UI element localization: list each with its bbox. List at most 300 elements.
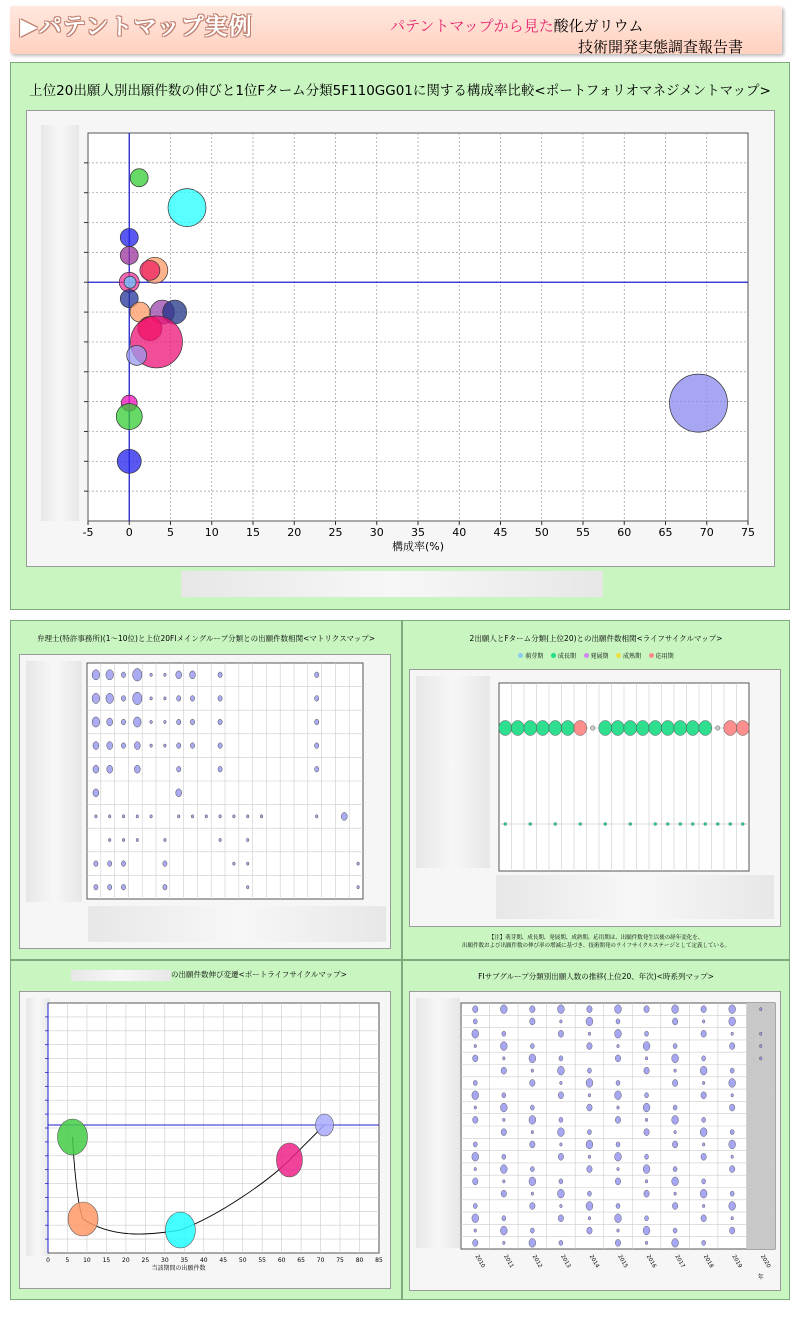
chart2-bubble [176,789,182,797]
chart5-bubble [729,1104,734,1111]
chart5-bubble [702,1143,705,1146]
chart2-bubble [106,670,114,680]
chart1-tick-label: 40 [452,526,467,539]
chart5-bubble [503,1180,506,1183]
chart5-bubble [530,1043,534,1048]
chart5-bubble [502,1031,506,1036]
chart5-bubble [643,1165,650,1174]
chart4-tick-label: 45 [219,1257,228,1264]
chart5-bubble [586,1202,593,1211]
chart1-tick-label: 45 [493,526,508,539]
chart5-bubble [616,1203,620,1208]
chart1-bubble [670,374,728,432]
chart3-bubble [611,721,624,736]
chart2-bubble [107,718,113,726]
chart5-bubble [501,1190,506,1197]
chart5-bubble [560,1081,563,1084]
chart2-bubble [121,672,125,678]
chart3-bubble [599,721,612,736]
chart5-bubble [558,1128,565,1137]
chart5-bubble [503,1118,506,1121]
chart1-bubble [168,189,206,227]
chart5-bubble [702,1020,705,1023]
chart5-bubble [529,1115,536,1124]
chart2-bubble [150,697,153,700]
chart5-bubble [501,1129,506,1136]
chart2-bubble [190,719,194,725]
chart2-bubble [218,672,222,678]
chart2-bubble [150,744,153,747]
chart4-tick-label: 0 [46,1257,50,1264]
chart3-svg [403,621,789,959]
chart5-bubble [617,1229,620,1232]
chart2-bubble [164,838,167,841]
chart5-bubble [558,1215,563,1222]
chart2-bubble [121,719,125,725]
chart5-bubble [530,1166,534,1171]
chart5-bubble [700,1128,707,1137]
chart3-bubble-small [704,823,707,826]
chart2-bubble [164,697,167,700]
chart4-tick-label: 70 [316,1257,325,1264]
chart2-bubble [92,693,100,703]
chart5-bubble [473,1080,477,1085]
chart5-bubble [702,1204,705,1207]
chart5-bubble [587,1130,591,1135]
chart2-svg [11,621,401,959]
chart5-bubble [672,1079,677,1086]
chart5-bubble [615,1214,622,1223]
chart5-bubble [702,1081,705,1084]
chart5-bubble [587,1068,591,1073]
chart2-bubble [219,815,222,818]
chart5-bubble [616,1142,620,1147]
chart2-bubble [163,861,167,867]
chart5-bubble [558,1189,565,1198]
chart2-bubble [219,838,222,841]
chart3-bubble [536,721,549,736]
timeseries-panel [402,960,790,1300]
chart4-tick-label: 35 [180,1257,189,1264]
chart5-bubble [473,1239,478,1246]
chart4-xlabel: 当該期間の出願件数 [151,1265,206,1272]
chart2-bubble [94,884,98,890]
chart5-title: FIサブグループ分類別出願人数の推移(上位20、年次)<時系列マップ> [478,972,714,981]
chart2-bubble [177,743,181,749]
chart5-bubble [559,1179,563,1184]
chart2-bubble [177,815,180,818]
chart5-tick-label: 2013 [559,1254,572,1270]
chart5-bubble [729,1017,736,1026]
chart5-bubble [645,1118,648,1121]
chart1-tick-label: 20 [287,526,302,539]
chart3-bubble-small [679,823,682,826]
legend-label-3: 発展期 [590,653,609,660]
chart2-bubble [246,862,249,865]
chart3-title: 2出願人とFターム分類(上位20)との出願件数相関<ライフサイクルマップ> [469,634,723,643]
chart2-bubble [315,766,319,772]
chart1-xlabel: 構成率(%) [391,540,445,553]
chart2-bubble [107,742,113,750]
chart3-bubble-small [654,823,657,826]
chart1-tick-label: 15 [246,526,260,539]
chart1-svg [11,63,789,609]
header-report: 技術開発実態調査報告書 [578,38,744,56]
chart2-bubble [164,673,167,676]
chart5-bubble [473,1203,477,1208]
chart4-bubble [58,1119,88,1155]
chart3-bubble-small [591,726,595,730]
chart5-bubble [502,1093,506,1098]
chart5-bubble [673,1228,677,1233]
chart5-bubble [474,1044,477,1047]
chart5-bubble [531,1130,534,1133]
chart2-bubble [176,671,182,679]
chart3-bubble [699,721,712,736]
chart5-bubble [588,1155,591,1158]
chart5-tick-label: 2016 [644,1254,658,1270]
chart2-bubble [93,742,99,750]
chart5-bubble [674,1069,677,1072]
chart5-bubble [587,1191,591,1196]
chart5-tick-label: 2011 [502,1254,515,1270]
chart2-bubble [218,766,222,772]
chart4-tick-label: 15 [102,1257,111,1264]
chart2-bubble [108,815,111,818]
chart4-tick-label: 60 [277,1257,286,1264]
chart5-bubble [558,1153,563,1160]
chart2-bubble [163,884,167,890]
chart5-bubble [503,1241,506,1244]
chart5-bubble [529,1177,536,1186]
chart4-svg [11,961,401,1299]
chart3-bubble [724,721,737,736]
chart4-tick-label: 25 [141,1257,150,1264]
chart1-tick-label: 60 [617,526,632,539]
header-subject: 酸化ガリウム [553,17,644,35]
chart5-bubble [615,1055,620,1062]
chart3-bubble [549,721,562,736]
chart5-bubble [529,1054,536,1063]
chart2-bubble [218,696,222,702]
chart4-tick-label: 65 [297,1257,305,1264]
chart5-svg [403,961,789,1299]
chart5-bubble [615,1091,622,1100]
chart5-bubble [617,1106,620,1109]
chart5-bubble [644,1067,649,1074]
chart5-bubble [702,1240,706,1245]
chart2-bubble [133,669,142,682]
chart4-title-text: の出願件数伸び変遷<ポートライフサイクルマップ> [171,970,347,979]
chart2-bubble [150,673,153,676]
chart5-bubble [530,1006,535,1013]
chart3-bubble-small [741,823,744,826]
chart2-bubble [150,815,153,818]
chart5-bubble [500,1103,507,1112]
chart5-bubble [559,1240,563,1245]
chart5-bubble [759,1032,762,1035]
chart5-bubble [673,1166,677,1171]
chart5-bubble [615,1178,620,1185]
chart5-bubble [587,1104,592,1111]
chart5-bubble [645,1057,648,1060]
chart5-bubble [674,1130,677,1133]
chart5-bubble [730,1068,734,1073]
chart5-bubble [473,1055,478,1062]
chart5-bubble [472,1214,479,1223]
chart5-bubble [617,1167,620,1170]
chart5-bubble [474,1167,477,1170]
chart3-bubble-small [716,823,719,826]
chart2-bubble [233,862,236,865]
chart5-bubble [530,1105,534,1110]
chart5-bubble [502,1154,506,1159]
chart2-bubble [92,670,100,680]
chart5-bubble [616,1080,620,1085]
chart5-bubble [645,1093,649,1098]
chart1-bubble [130,169,148,187]
chart2-bubble [260,815,263,818]
chart5-tick-label: 2019 [730,1254,743,1270]
chart5-bubble [503,1057,506,1060]
chart2-bubble [134,742,140,750]
chart5-bubble [560,1204,563,1207]
chart5-bubble [759,1044,762,1047]
chart2-bubble [205,815,208,818]
chart5-bubble [530,1228,534,1233]
chart1-bubble [117,449,141,473]
chart2-bubble [164,720,167,723]
chart2-bubble [94,861,98,867]
chart1-bubble [120,228,138,246]
chart5-bubble [473,1006,478,1013]
chart5-bubble [729,1227,734,1234]
chart5-bubble [586,1079,593,1088]
chart2-bubble [246,886,249,889]
chart1-tick-label: 70 [699,526,714,539]
chart2-bubble [106,693,114,703]
chart2-bubble [150,720,153,723]
chart4-tick-label: 85 [375,1257,383,1264]
chart5-bubble [474,1106,477,1109]
chart5-bubble [474,1229,477,1232]
legend-label-2: 成長期 [557,653,576,660]
matrix-panel [10,620,402,960]
chart3-note-line2: 出願件数および出願件数の伸び率の増減に基づき、技術開発のライフサイクルステージとして定義している。 [462,943,730,949]
chart2-bubble [315,743,319,749]
chart2-bubble [190,671,196,679]
chart5-bubble [502,1216,506,1221]
chart2-bubble [341,812,347,820]
chart5-bubble [645,1154,649,1159]
chart1-bubble [124,276,136,288]
chart5-bubble [615,1239,620,1246]
chart1-bubble [116,404,142,430]
chart2-bubble [121,884,125,890]
chart5-bubble [643,1226,650,1235]
chart5-bubble [729,1005,736,1014]
chart3-bubble [736,721,749,736]
chart2-bubble [233,815,236,818]
chart1-title: 上位20出願人別出願件数の伸びと1位Fターム分類5F110GG01に関する構成率比較<ポートフォリオマネジメントマップ> [29,83,771,99]
chart5-bubble [615,1005,622,1014]
chart5-bubble [702,1179,706,1184]
chart2-bubble [315,696,319,702]
chart5-bubble [617,1044,620,1047]
chart5-bubble [531,1069,534,1072]
chart5-bubble [731,1217,734,1220]
chart3-bubble-small [604,823,607,826]
chart2-bubble [122,815,125,818]
chart5-bubble [731,1155,734,1158]
chart4-tick-label: 50 [238,1257,247,1264]
chart5-bubble [560,1020,563,1023]
chart2-bubble [108,861,112,867]
chart5-bubble [729,1079,736,1088]
chart5-bubble [500,1165,507,1174]
chart3-bubble [674,721,687,736]
chart5-bubble [673,1043,677,1048]
chart5-unit-label: 年 [757,1274,764,1281]
chart5-bubble [586,1017,593,1026]
chart5-tick-label: 2012 [530,1254,543,1270]
chart5-bubble [530,1202,535,1209]
chart1-tick-label: 0 [125,526,133,539]
chart5-bubble [645,1241,648,1244]
chart3-bubble-small [529,823,532,826]
chart2-bubble [107,765,113,773]
chart1-bubble [120,246,138,264]
chart2-bubble [95,815,98,818]
chart3-bubble-small [729,823,732,826]
chart3-bubble-small [716,726,720,730]
chart2-title: 弁理士(特許事務所)(1〜10位)と上位20FIメイングループ分類との出願件数相関<マトリクスマップ> [36,634,376,643]
chart5-bubble [531,1192,534,1195]
chart5-bubble [587,1043,592,1050]
chart5-bubble [701,1092,706,1099]
chart4-tick-label: 40 [199,1257,208,1264]
chart5-bubble [558,1066,565,1075]
chart3-bubble [624,721,637,736]
chart4-tick-label: 80 [355,1257,364,1264]
chart2-bubble [122,838,125,841]
chart5-bubble [559,1117,563,1122]
chart5-bubble [731,1032,734,1035]
chart5-bubble [473,1019,477,1024]
chart2-bubble [121,861,125,867]
chart5-bubble [700,1189,707,1198]
chart5-bubble [586,1140,593,1149]
chart5-bubble [472,1029,479,1038]
chart2-bubble [108,884,112,890]
chart5-bubble [672,1202,677,1209]
chart5-bubble [729,1202,736,1211]
chart3-bubble-small [666,823,669,826]
chart1-tick-label: 65 [658,526,673,539]
chart3-bubble [561,721,574,736]
chart3-bubble-small [691,823,694,826]
chart1-bubble [140,260,160,280]
chart5-bubble [729,1140,736,1149]
chart5-bubble [588,1032,591,1035]
chart5-bubble [702,1117,706,1122]
chart5-tick-label: 2015 [616,1254,629,1270]
chart2-bubble [190,743,194,749]
chart3-bubble [524,721,537,736]
chart2-bubble [357,862,360,865]
chart5-bubble [530,1079,535,1086]
legend-label-5: 応用期 [655,653,674,660]
chart2-bubble [315,815,318,818]
chart4-bubble [276,1143,302,1177]
chart1-tick-label: -5 [82,526,94,539]
chart2-bubble [93,765,99,773]
chart3-bubble-small [579,823,582,826]
chart5-bubble [729,1166,734,1173]
chart5-bubble [730,1130,734,1135]
chart3-bubble [686,721,699,736]
chart2-bubble [134,717,142,727]
chart5-bubble [588,1094,591,1097]
chart2-bubble [177,696,181,702]
chart2-bubble [246,815,249,818]
chart2-bubble [315,672,319,678]
chart5-bubble [529,1238,536,1247]
chart5-bubble [615,1116,620,1123]
chart2-bubble [246,838,249,841]
chart4-bubble [315,1114,333,1136]
chart2-bubble [191,815,194,818]
portfolio-panel [10,62,790,610]
chart2-bubble [133,692,142,705]
chart5-bubble [701,1153,706,1160]
chart5-bubble [672,1005,679,1014]
chart5-bubble [759,1057,762,1060]
chart5-bubble [588,1217,591,1220]
chart5-bubble [759,1007,762,1010]
chart5-bubble [560,1143,563,1146]
chart2-bubble [218,719,222,725]
chart2-bubble [121,743,125,749]
chart5-bubble [644,1190,649,1197]
chart2-bubble [121,696,125,702]
chart5-bubble [615,1029,622,1038]
header-subtitle-line [390,15,644,36]
chart5-tick-label: 2010 [473,1254,486,1270]
chart5-bubble [587,1006,592,1013]
chart5-bubble [500,1042,507,1051]
chart5-bubble [643,1042,650,1051]
chart4-tick-label: 10 [83,1257,91,1264]
chart5-bubble [500,1005,507,1014]
chart3-bubble [661,721,674,736]
chart5-bubble [615,1152,622,1161]
chart3-bubble [511,721,524,736]
chart5-bubble [731,1094,734,1097]
chart5-bubble [672,1141,677,1148]
chart2-bubble [92,717,100,727]
legend-label-4: 成熟期 [623,653,642,660]
chart3-note-line1: 【注】萌芽期、成長期、発展期、成熟期、応用期は、出願件数発生以後の経年変化を、 [488,935,704,941]
chart5-bubble [700,1066,707,1075]
chart5-tick-label: 2017 [673,1254,686,1270]
chart5-bubble [672,1115,679,1124]
chart1-hidden-caption [181,571,603,597]
chart5-bubble [530,1018,535,1025]
chart4-bubble [68,1202,98,1236]
chart1-tick-label: 35 [411,526,425,539]
chart5-bubble [644,1006,649,1013]
